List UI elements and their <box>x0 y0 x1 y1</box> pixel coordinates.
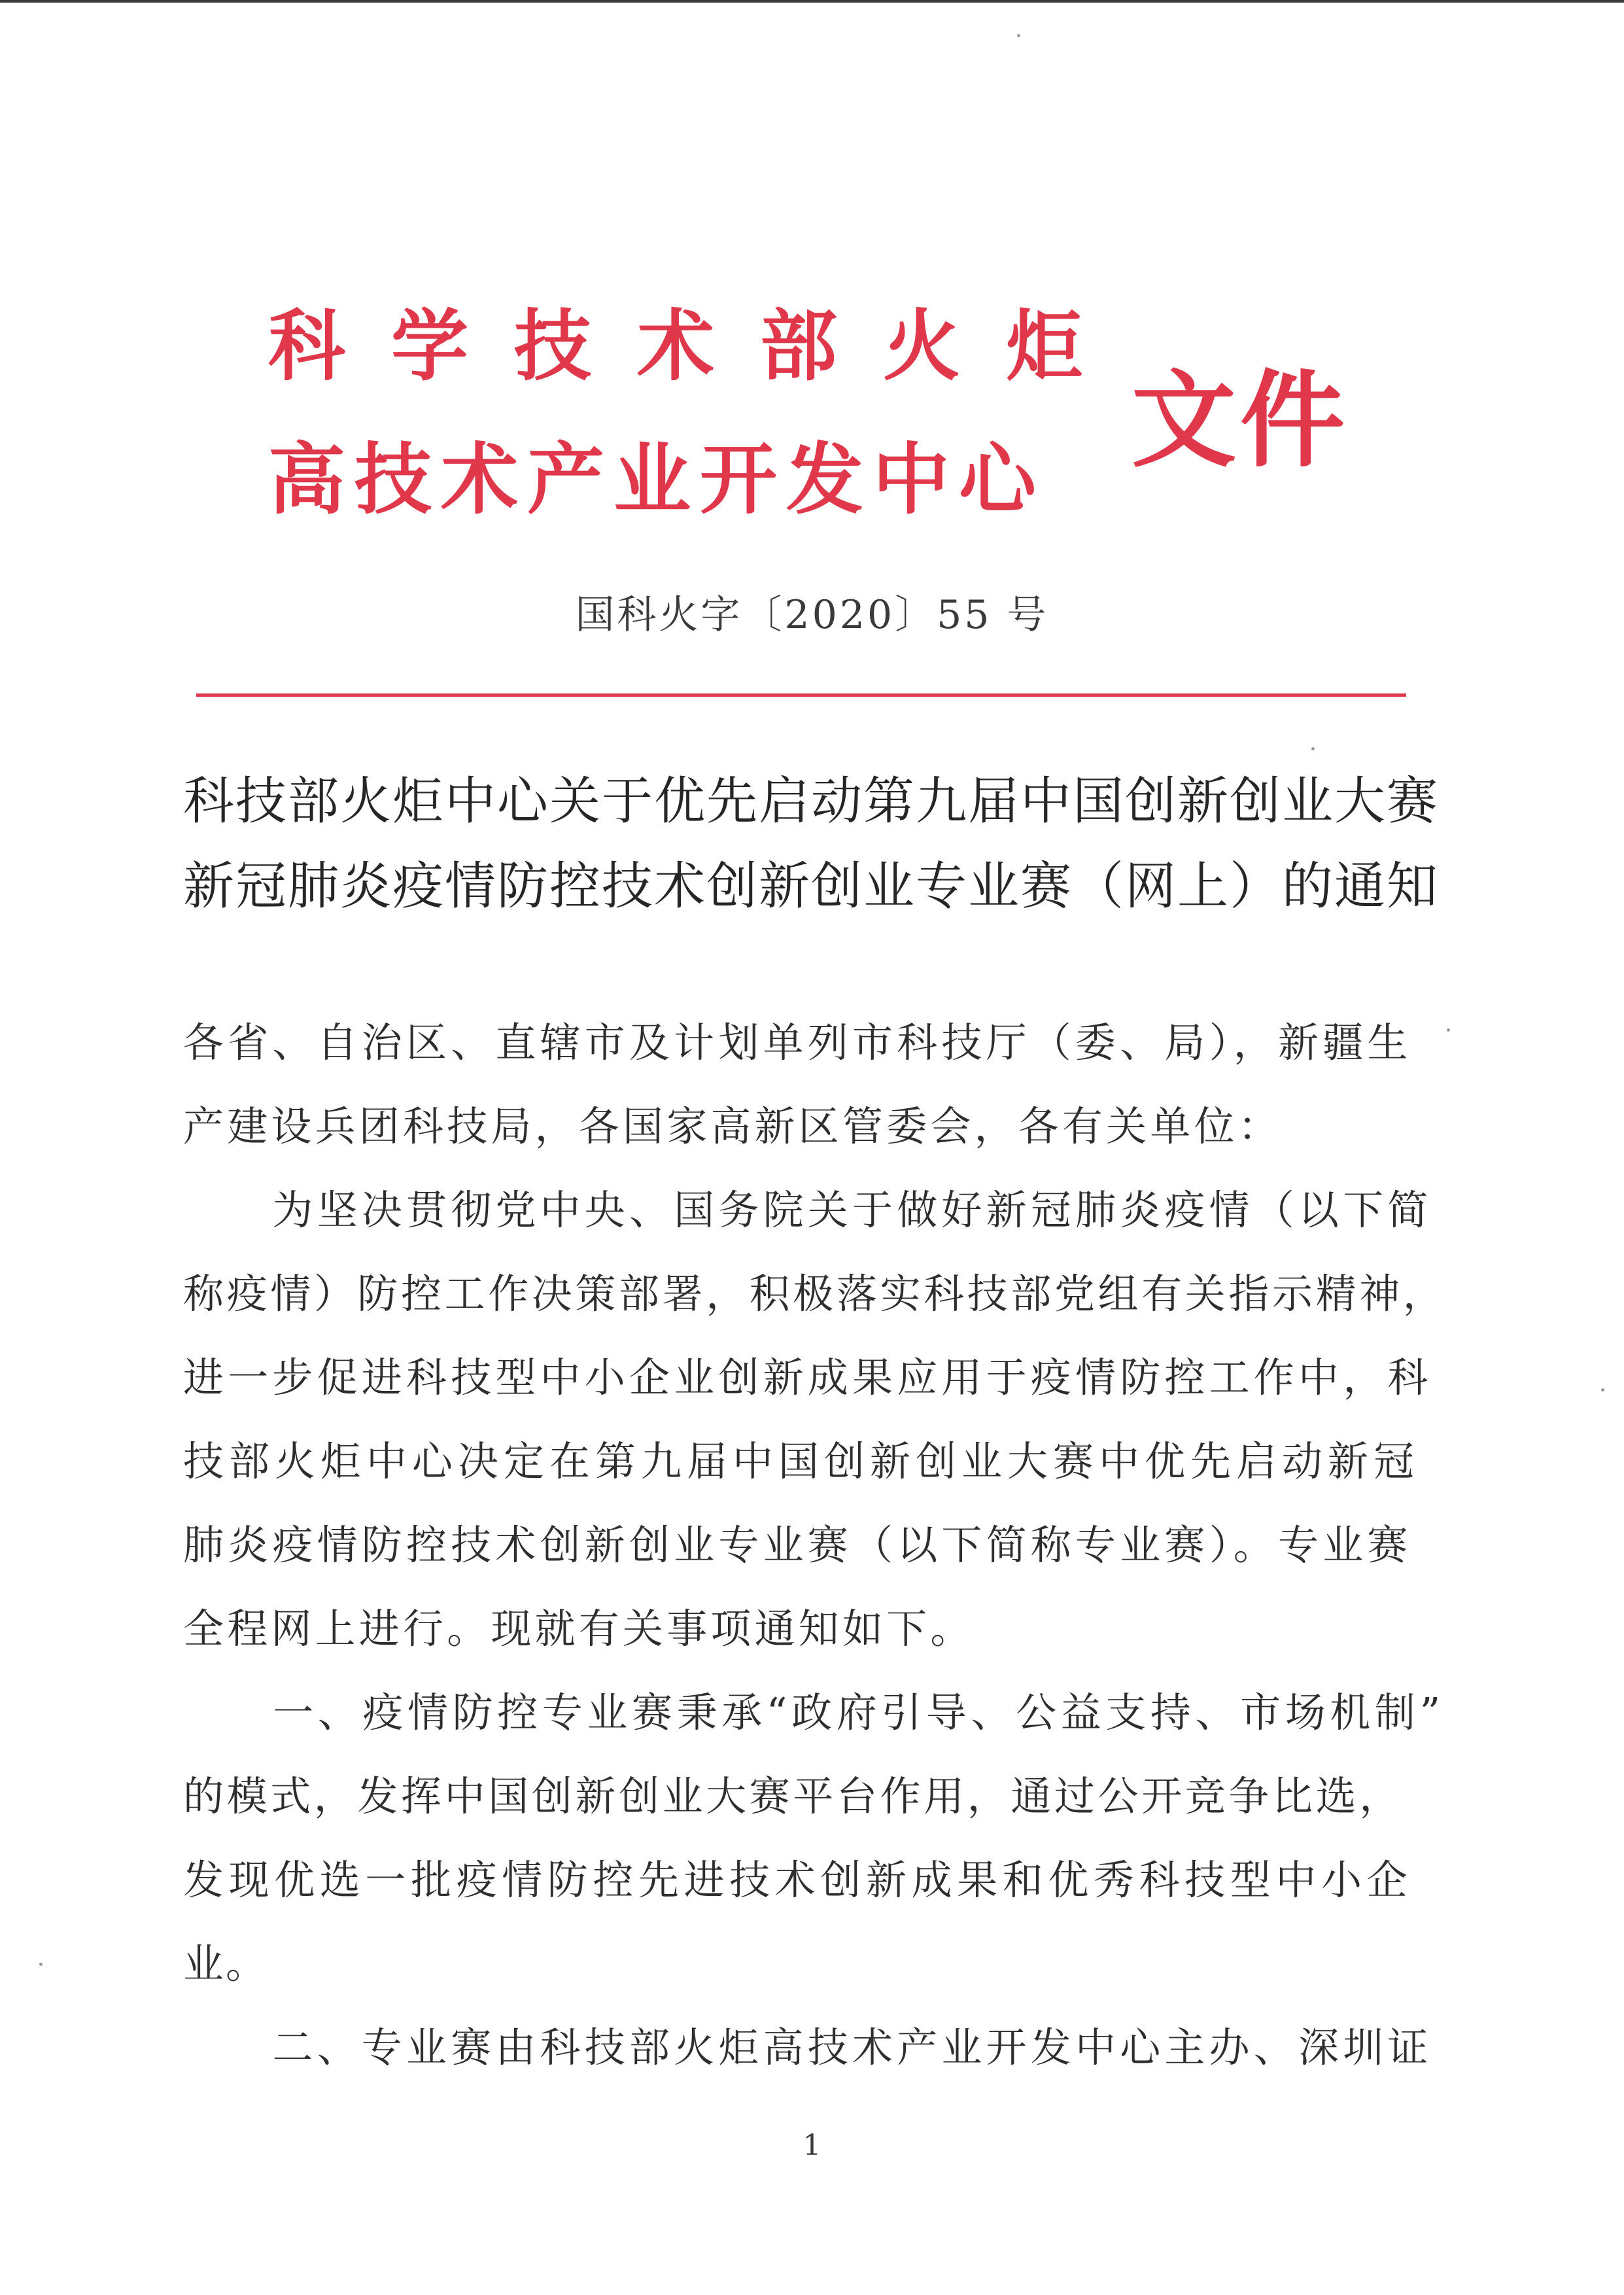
document-number: 国科火字〔2020〕55 号 <box>575 592 1049 638</box>
notice-body <box>183 1001 1447 2090</box>
scan-speck <box>1447 1028 1450 1032</box>
body-line: 业。 <box>183 1940 269 1988</box>
body-line: 产建设兵团科技局，各国家高新区管委会，各有关单位： <box>183 1102 1283 1150</box>
body-line: 全程网上进行。现就有关事项通知如下。 <box>183 1605 975 1653</box>
body-line: 的模式，发挥中国创新创业大赛平台作用，通过公开竞争比选， <box>183 1772 1403 1820</box>
body-line: 技部火炬中心决定在第九届中国创新创业大赛中优先启动新冠 <box>183 1437 1420 1485</box>
agency-name-line-1: 科学技术部火炬 <box>268 300 1130 391</box>
body-line: 各省、自治区、直辖市及计划单列市科技厅（委、局），新疆生 <box>183 1019 1412 1066</box>
body-line: 二、专业赛由科技部火炬高技术产业开发中心主办、深圳证 <box>183 2023 1432 2071</box>
notice-title-line-1: 科技部火炬中心关于优先启动第九届中国创新创业大赛 <box>182 772 1439 831</box>
body-line: 称疫情）防控工作决策部署，积极落实科技部党组有关指示精神， <box>183 1270 1447 1318</box>
issuing-agency-name <box>268 300 1130 525</box>
scan-speck <box>1601 1388 1604 1392</box>
body-line: 肺炎疫情防控技术创新创业专业赛（以下简称专业赛）。专业赛 <box>183 1521 1412 1569</box>
body-line: 为坚决贯彻党中央、国务院关于做好新冠肺炎疫情（以下简 <box>183 1186 1432 1234</box>
body-line: 进一步促进科技型中小企业创新成果应用于疫情防控工作中，科 <box>183 1354 1432 1401</box>
header-divider <box>196 693 1406 697</box>
body-line: 发现优选一批疫情防控先进技术创新成果和优秀科技型中小企 <box>183 1856 1413 1904</box>
document-header <box>268 300 1349 543</box>
notice-title-line-2: 新冠肺炎疫情防控技术创新创业专业赛（网上）的通知 <box>182 857 1439 916</box>
notice-title <box>157 759 1465 929</box>
body-line: 一、疫情防控专业赛秉承“政府引导、公益支持、市场机制” <box>183 1689 1445 1736</box>
scan-speck <box>1017 34 1020 37</box>
document-type-label: 文件 <box>1132 359 1349 482</box>
scan-edge-line <box>0 0 1624 3</box>
scan-speck <box>39 1963 43 1966</box>
scan-speck <box>1311 747 1315 750</box>
agency-name-line-2: 高技术产业开发中心 <box>268 434 1046 525</box>
page-number: 1 <box>803 2129 821 2162</box>
